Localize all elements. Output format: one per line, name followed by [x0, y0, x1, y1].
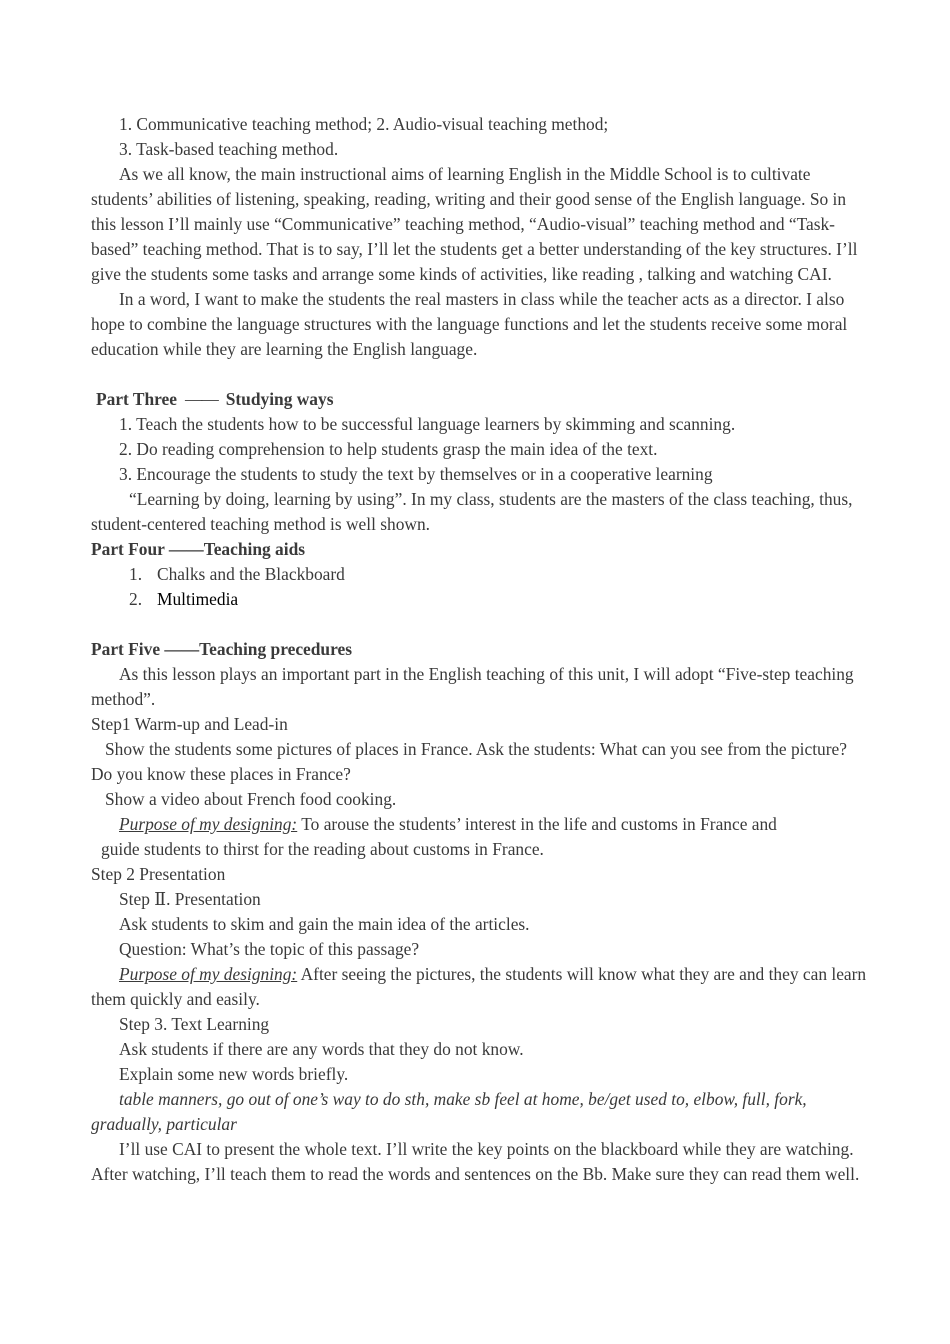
- step1-paragraph-1: Show the students some pictures of places in France. Ask the students: What can you see from the picture? Do you know these places in France?: [91, 739, 847, 784]
- part-five-heading: Part Five ——Teaching precedures: [91, 639, 352, 659]
- part-three-paragraph: “Learning by doing, learning by using”. In my class, students are the masters of the class teaching, thus, student-centered teaching method is well shown.: [91, 489, 853, 534]
- document-page: [91, 112, 871, 1187]
- methods-paragraph-2: In a word, I want to make the students the real masters in class while the teacher acts as a director. I also hope to combine the language structures with the language functions and let the students receive some moral education while they are learning the English language.: [91, 289, 848, 359]
- list-number: 2.: [129, 589, 143, 609]
- spacer: [91, 612, 871, 637]
- methods-paragraph-1: As we all know, the main instructional aims of learning English in the Middle School is to cultivate students’ abilities of listening, speaking, reading, writing and their good sense of the English language. So in this lesson I’ll mainly use “Communicative” teaching method, “Audio-visual” teaching method and “Task-based” teaching method. That is to say, I’ll let the students get a better understanding of the key structures. I’ll give the students some tasks and arrange some kinds of activities, like reading , talking and watching CAI.: [91, 164, 858, 284]
- step1-title: Step1 Warm-up and Lead-in: [91, 714, 288, 734]
- part-three-dash: ——: [184, 389, 218, 409]
- step3-paragraph: I’ll use CAI to present the whole text. I’ll write the key points on the blackboard while they are watching. After watching, I’ll teach them to read the words and sentences on the Bb. Make sure they can read them well.: [91, 1139, 860, 1184]
- list-item: 2. Do reading comprehension to help students grasp the main idea of the text.: [119, 439, 658, 459]
- step2-line-1: Ask students to skim and gain the main idea of the articles.: [119, 914, 530, 934]
- step1-purpose: [91, 812, 871, 837]
- step3-line-1: Ask students if there are any words that they do not know.: [119, 1039, 524, 1059]
- list-item: 1. Teach the students how to be successful language learners by skimming and scanning.: [119, 414, 736, 434]
- list-item: 3. Encourage the students to study the text by themselves or in a cooperative learning: [119, 464, 713, 484]
- step2-title: Step 2 Presentation: [91, 864, 226, 884]
- step2-purpose: [91, 962, 871, 1012]
- step1-paragraph-2: Show a video about French food cooking.: [105, 789, 397, 809]
- list-number: 1.: [129, 564, 143, 584]
- step2-subtitle: Step Ⅱ. Presentation: [119, 889, 261, 909]
- methods-line-2: 3. Task-based teaching method.: [119, 139, 339, 159]
- part-three-title: Part Three: [96, 389, 177, 409]
- spacer: [91, 362, 871, 387]
- list-text: Chalks and the Blackboard: [157, 564, 345, 584]
- part-five-intro: As this lesson plays an important part in the English teaching of this unit, I will adopt “Five-step teaching method”.: [91, 664, 854, 709]
- step1-purpose-continued: guide students to thirst for the reading about customs in France.: [101, 839, 544, 859]
- part-three-subtitle: Studying ways: [225, 389, 334, 409]
- part-three-heading: [91, 387, 871, 412]
- step3-title: Step 3. Text Learning: [119, 1014, 270, 1034]
- purpose-text: After seeing the pictures, the students will know what they are and they can learn them quickly and easily.: [91, 964, 867, 1009]
- list-item: [91, 587, 871, 612]
- list-text: Multimedia: [157, 589, 239, 609]
- purpose-label: Purpose of my designing:: [119, 964, 298, 984]
- methods-line-1: 1. Communicative teaching method; 2. Audio-visual teaching method;: [119, 114, 609, 134]
- step3-word-list: table manners, go out of one’s way to do sth, make sb feel at home, be/get used to, elbow, full, fork, gradually, particular: [91, 1089, 807, 1134]
- part-four-heading: Part Four ——Teaching aids: [91, 539, 306, 559]
- step3-line-2: Explain some new words briefly.: [119, 1064, 349, 1084]
- list-item: [91, 562, 871, 587]
- purpose-label: Purpose of my designing:: [119, 814, 298, 834]
- purpose-text: To arouse the students’ interest in the life and customs in France and: [297, 814, 777, 834]
- step2-line-2: Question: What’s the topic of this passage?: [119, 939, 420, 959]
